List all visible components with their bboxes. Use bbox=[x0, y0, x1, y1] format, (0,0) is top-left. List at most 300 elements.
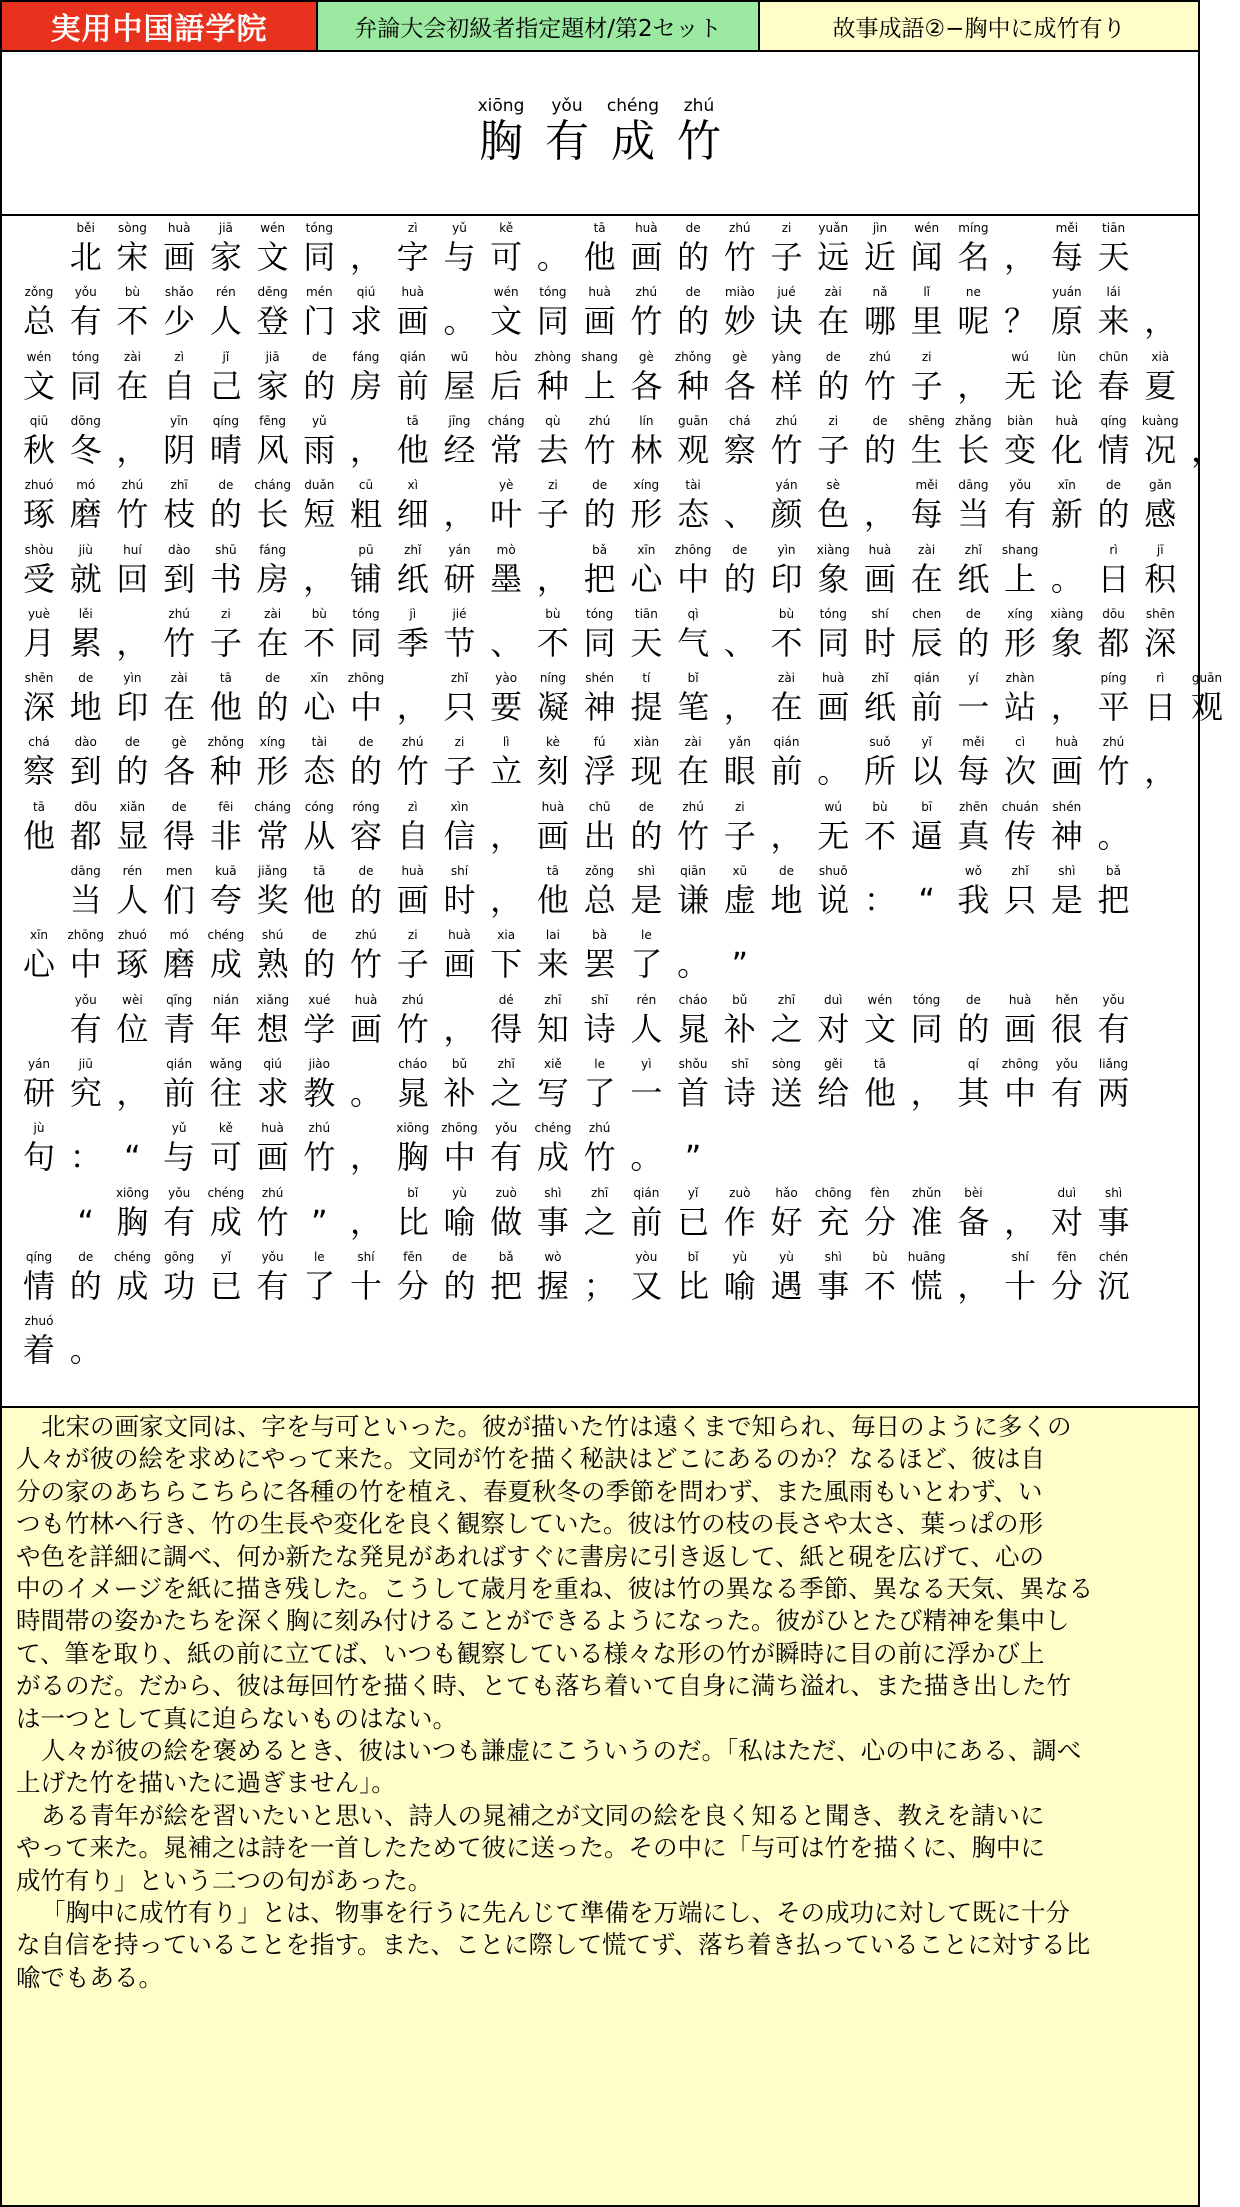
pinyin: zhuó bbox=[24, 478, 54, 493]
hanzi: 比 bbox=[677, 1266, 710, 1305]
hanzi: 已 bbox=[677, 1202, 710, 1241]
hanzi: 到 bbox=[163, 559, 196, 598]
pinyin: cóng bbox=[304, 799, 334, 814]
pinyin: huà bbox=[167, 221, 191, 235]
pinyin: yìn bbox=[777, 542, 796, 557]
title-pinyin: yǒu bbox=[551, 96, 583, 116]
pinyin: zhú bbox=[168, 606, 190, 621]
pinyin: sòng bbox=[772, 1056, 801, 1071]
hanzi: 之 bbox=[583, 1202, 616, 1241]
hanzi: 子 bbox=[910, 366, 943, 405]
hanzi: 变 bbox=[1004, 430, 1037, 469]
hanzi: 上 bbox=[1004, 559, 1037, 598]
hanzi: 次 bbox=[1004, 752, 1037, 791]
pinyin: wū bbox=[450, 349, 469, 364]
hanzi: 一 bbox=[630, 1073, 663, 1112]
hanzi: 其 bbox=[957, 1073, 990, 1112]
hanzi: 情 bbox=[22, 1266, 55, 1305]
hanzi: 铺 bbox=[350, 559, 383, 598]
pinyin: jué bbox=[777, 285, 796, 300]
pinyin: dōu bbox=[74, 799, 97, 814]
hanzi: 人 bbox=[630, 1009, 663, 1048]
hanzi: 把 bbox=[583, 559, 616, 598]
hanzi: 立 bbox=[490, 752, 523, 791]
pinyin: chá bbox=[28, 735, 50, 750]
pinyin: chéng bbox=[207, 1185, 245, 1200]
pinyin: yán bbox=[27, 1056, 51, 1071]
hanzi: 的 bbox=[863, 430, 896, 469]
hanzi: 是 bbox=[1050, 881, 1083, 919]
hanzi: 文 bbox=[256, 238, 289, 276]
pinyin: de bbox=[311, 928, 327, 943]
hanzi: 求 bbox=[256, 1073, 289, 1112]
chinese-text-with-pinyin bbox=[2, 216, 1223, 1408]
hanzi: 日 bbox=[1097, 559, 1130, 598]
hanzi: 近 bbox=[863, 238, 896, 276]
hanzi: 浮 bbox=[583, 752, 616, 791]
pinyin: bǎ bbox=[498, 1249, 514, 1264]
hanzi: 察 bbox=[723, 430, 756, 469]
title-pinyin: chéng bbox=[606, 96, 660, 116]
pinyin: zhī bbox=[170, 478, 188, 493]
pinyin: zi bbox=[734, 799, 745, 814]
japanese-line: ある青年が絵を習いたいと思い、詩人の晁補之が文同の絵を良く知ると聞き、教えを請いに bbox=[41, 1800, 1045, 1830]
hanzi: 究 bbox=[69, 1073, 102, 1112]
hanzi: 中 bbox=[350, 688, 383, 727]
pinyin: yí bbox=[968, 671, 979, 686]
hanzi: 他 bbox=[22, 816, 55, 855]
pinyin: biàn bbox=[1007, 413, 1034, 428]
pinyin: de bbox=[825, 349, 841, 364]
hanzi: 们 bbox=[163, 881, 196, 919]
hanzi: 的 bbox=[209, 495, 242, 534]
hanzi: 回 bbox=[116, 559, 149, 598]
hanzi: ， bbox=[303, 559, 336, 598]
pinyin: de bbox=[451, 1249, 467, 1264]
hanzi-cell bbox=[1091, 863, 1137, 921]
title-char bbox=[601, 96, 665, 168]
pinyin bbox=[1081, 799, 1147, 815]
hanzi: 画 bbox=[817, 688, 850, 727]
pinyin: bù bbox=[778, 606, 795, 621]
pinyin: dōng bbox=[70, 413, 101, 428]
hanzi: 事 bbox=[536, 1202, 569, 1241]
hanzi-cell bbox=[1137, 477, 1183, 535]
hanzi: 颜 bbox=[770, 495, 803, 534]
hanzi: 都 bbox=[69, 816, 102, 855]
hanzi: 家 bbox=[209, 238, 242, 276]
japanese-line: つも竹林へ行き、竹の生長や変化を良く観察していた。彼は竹の枝の長さや太さ、葉っぱの形 bbox=[16, 1509, 1044, 1539]
pinyin: bù bbox=[545, 606, 561, 621]
pinyin: wén bbox=[493, 285, 519, 300]
pinyin: yǎn bbox=[728, 735, 751, 750]
pinyin: zài bbox=[170, 671, 188, 686]
hanzi: 想 bbox=[256, 1009, 289, 1048]
hanzi: 有 bbox=[1050, 1073, 1083, 1112]
hanzi: 不 bbox=[536, 623, 569, 662]
pinyin: jiù bbox=[78, 542, 93, 557]
hanzi: 磨 bbox=[69, 495, 102, 534]
pinyin: zhǒng bbox=[207, 735, 245, 750]
hanzi: 在 bbox=[116, 366, 149, 405]
hanzi: 他 bbox=[536, 881, 569, 919]
pinyin: ne bbox=[965, 285, 981, 300]
hanzi: ， bbox=[1004, 1202, 1037, 1241]
pinyin: le bbox=[313, 1249, 325, 1264]
pinyin: men bbox=[165, 864, 193, 878]
pinyin: xì bbox=[407, 478, 418, 493]
title-hanzi: 竹 bbox=[677, 116, 721, 167]
japanese-line: 上げた竹を描いたに過ぎません」。 bbox=[16, 1768, 396, 1798]
hanzi: 文 bbox=[863, 1009, 896, 1048]
pinyin bbox=[660, 1120, 726, 1136]
pinyin: dào bbox=[74, 735, 97, 750]
hanzi: 慌 bbox=[910, 1266, 943, 1305]
pinyin: bù bbox=[124, 285, 141, 300]
hanzi: 有 bbox=[256, 1266, 289, 1305]
pinyin: huà bbox=[354, 992, 378, 1007]
hanzi: 之 bbox=[490, 1073, 523, 1112]
pinyin: zhǐ bbox=[450, 671, 469, 686]
pinyin: bà bbox=[592, 928, 608, 943]
title-section bbox=[2, 52, 1198, 216]
hanzi: 竹 bbox=[677, 816, 710, 855]
pinyin: zhōng bbox=[441, 1121, 478, 1136]
pinyin: xiàn bbox=[633, 735, 660, 750]
hanzi-cell bbox=[717, 927, 763, 985]
hanzi: 在 bbox=[163, 688, 196, 727]
hanzi: 的 bbox=[350, 752, 383, 791]
pinyin: dēng bbox=[257, 285, 288, 300]
hanzi: 每 bbox=[910, 495, 943, 534]
hanzi: 凝 bbox=[536, 688, 569, 727]
hanzi: 对 bbox=[1050, 1202, 1083, 1241]
pinyin: běi bbox=[76, 221, 95, 235]
pinyin: huà bbox=[635, 221, 658, 235]
pinyin: zhǎng bbox=[955, 413, 992, 428]
hanzi: 的 bbox=[723, 559, 756, 598]
hanzi: 态 bbox=[303, 752, 336, 791]
hanzi: 天 bbox=[630, 623, 663, 662]
pinyin: zhàn bbox=[1005, 671, 1035, 686]
hanzi: 在 bbox=[256, 623, 289, 662]
hanzi: 他 bbox=[396, 430, 429, 469]
pinyin: zài bbox=[264, 606, 282, 621]
hanzi: 少 bbox=[163, 302, 196, 341]
pinyin: lěi bbox=[78, 606, 93, 621]
pinyin: kuā bbox=[215, 864, 237, 878]
hanzi: ， bbox=[396, 688, 429, 727]
chinese-line bbox=[16, 413, 1223, 477]
hanzi: 只 bbox=[443, 688, 476, 727]
hanzi: 画 bbox=[1050, 752, 1083, 791]
pinyin: cū bbox=[358, 478, 374, 493]
hanzi: 夏 bbox=[1144, 366, 1177, 405]
pinyin: shǎo bbox=[164, 285, 194, 300]
hanzi: 他 bbox=[863, 1073, 896, 1112]
pinyin: zhēn bbox=[958, 799, 988, 814]
pinyin: wén bbox=[914, 221, 940, 235]
hanzi: 纸 bbox=[863, 688, 896, 727]
hanzi: 十 bbox=[1004, 1266, 1037, 1305]
pinyin: xíng bbox=[1007, 606, 1033, 621]
hanzi: 平 bbox=[1097, 688, 1130, 727]
pinyin: de bbox=[218, 478, 234, 493]
pinyin: shén bbox=[585, 671, 615, 686]
pinyin: tài bbox=[311, 735, 328, 750]
hanzi-cell bbox=[1091, 992, 1137, 1050]
hanzi: 神 bbox=[583, 688, 616, 727]
hanzi: 位 bbox=[116, 1009, 149, 1048]
pinyin: de bbox=[358, 735, 374, 750]
pinyin: tóng bbox=[913, 992, 941, 1007]
pinyin: jì bbox=[409, 606, 417, 621]
pinyin: cháo bbox=[678, 992, 708, 1007]
pinyin: de bbox=[685, 221, 701, 235]
pinyin: huà bbox=[401, 285, 425, 300]
hanzi: 季 bbox=[396, 623, 429, 662]
pinyin bbox=[1174, 413, 1240, 429]
hanzi: 晁 bbox=[677, 1009, 710, 1048]
hanzi: 自 bbox=[396, 816, 429, 855]
pinyin: xū bbox=[732, 864, 748, 878]
pinyin: shang bbox=[581, 349, 618, 364]
pinyin: zǒng bbox=[585, 864, 615, 878]
pinyin: qiú bbox=[356, 285, 376, 300]
hanzi: 子 bbox=[443, 752, 476, 791]
pinyin: jiā bbox=[218, 221, 233, 235]
hanzi: 又 bbox=[630, 1266, 663, 1305]
pinyin: tā bbox=[313, 864, 326, 878]
hanzi: 他 bbox=[583, 238, 616, 276]
pinyin: huà bbox=[821, 671, 845, 686]
hanzi: 把 bbox=[490, 1266, 523, 1305]
hanzi: 秋 bbox=[22, 430, 55, 469]
hanzi: 要 bbox=[490, 688, 523, 727]
hanzi-cell bbox=[63, 1313, 109, 1371]
hanzi: 罢 bbox=[583, 945, 616, 984]
pinyin: guān bbox=[677, 413, 709, 428]
hanzi: ， bbox=[116, 623, 149, 662]
hanzi: 同 bbox=[583, 623, 616, 662]
pinyin: xìn bbox=[450, 799, 469, 814]
hanzi: 哪 bbox=[863, 302, 896, 341]
hanzi: 一 bbox=[957, 688, 990, 727]
hanzi: 年 bbox=[209, 1009, 242, 1048]
pinyin: jìn bbox=[872, 221, 888, 235]
pinyin: qù bbox=[545, 413, 561, 428]
chinese-line bbox=[16, 1313, 1184, 1377]
pinyin: shì bbox=[824, 1249, 842, 1264]
hanzi: 的 bbox=[677, 238, 710, 276]
pinyin: zhú bbox=[1102, 735, 1125, 750]
pinyin: xīn bbox=[1057, 478, 1076, 493]
pinyin: yǐ bbox=[921, 735, 932, 750]
hanzi: “ bbox=[918, 881, 935, 919]
japanese-line: 中のイメージを紙に描き残した。こうして歳月を重ね、彼は竹の異なる季節、異なる天気、異なる bbox=[16, 1574, 1094, 1603]
hanzi: ， bbox=[1144, 302, 1177, 341]
pinyin: huà bbox=[588, 285, 611, 300]
hanzi: ， bbox=[957, 1266, 990, 1305]
hanzi: 我 bbox=[957, 881, 990, 919]
pinyin: tā bbox=[593, 221, 606, 235]
hanzi: 自 bbox=[163, 366, 196, 405]
hanzi: 画 bbox=[630, 238, 663, 276]
hanzi: 宋 bbox=[116, 238, 149, 276]
pinyin: yù bbox=[779, 1249, 794, 1264]
title-char bbox=[469, 96, 533, 168]
pinyin: fáng bbox=[352, 349, 380, 364]
pinyin: qiū bbox=[29, 413, 49, 428]
chinese-line bbox=[16, 670, 1223, 734]
hanzi: 可 bbox=[209, 1138, 242, 1177]
hanzi: 况 bbox=[1144, 430, 1177, 469]
pinyin: gè bbox=[638, 349, 654, 364]
hanzi: 文 bbox=[22, 366, 55, 405]
pinyin: qián bbox=[773, 735, 800, 750]
hanzi: 不 bbox=[770, 623, 803, 662]
hanzi: 名 bbox=[957, 238, 990, 276]
hanzi: 形 bbox=[630, 495, 663, 534]
hanzi: 深 bbox=[1144, 623, 1177, 662]
pinyin: zi bbox=[407, 928, 418, 943]
hanzi: 的 bbox=[116, 752, 149, 791]
title-pinyin: xiōng bbox=[477, 96, 525, 116]
pinyin: sè bbox=[826, 478, 841, 493]
pinyin: jié bbox=[452, 606, 467, 621]
pinyin: shēng bbox=[908, 413, 945, 428]
hanzi: 竹 bbox=[723, 238, 756, 276]
pinyin: fēn bbox=[403, 1249, 423, 1264]
hanzi: 的 bbox=[303, 366, 336, 405]
hanzi: 各 bbox=[630, 366, 663, 405]
pinyin: de bbox=[592, 478, 608, 493]
hanzi: 不 bbox=[863, 816, 896, 855]
hanzi: 无 bbox=[817, 816, 850, 855]
hanzi: 竹 bbox=[396, 1009, 429, 1048]
hanzi: 化 bbox=[1050, 430, 1083, 469]
pinyin: róng bbox=[352, 799, 380, 814]
pinyin: yù bbox=[732, 1249, 748, 1264]
hanzi: 信 bbox=[443, 816, 476, 855]
hanzi-cell bbox=[1137, 734, 1183, 792]
pinyin: hěn bbox=[1055, 992, 1079, 1007]
hanzi: 风 bbox=[256, 430, 289, 469]
pinyin: zài bbox=[918, 542, 936, 557]
hanzi: 呢 bbox=[957, 302, 990, 341]
hanzi: 握 bbox=[536, 1266, 569, 1305]
pinyin: zài bbox=[778, 671, 796, 686]
title-pinyin: zhú bbox=[683, 96, 715, 116]
hanzi: 画 bbox=[396, 302, 429, 341]
hanzi: 事 bbox=[1097, 1202, 1130, 1241]
pinyin: xiàng bbox=[816, 542, 850, 557]
hanzi: 往 bbox=[209, 1073, 242, 1112]
hanzi: 出 bbox=[583, 816, 616, 855]
hanzi: 下 bbox=[490, 945, 523, 984]
japanese-line: 時間帯の姿かたちを深く胸に刻み付けることができるようになった。彼がひとたび精神を集中し bbox=[16, 1606, 1070, 1636]
pinyin: yǒu bbox=[168, 1185, 191, 1200]
pinyin: huà bbox=[261, 1121, 284, 1136]
hanzi: 的 bbox=[817, 366, 850, 405]
hanzi: ” bbox=[311, 1202, 328, 1241]
hanzi: ， bbox=[910, 1073, 943, 1112]
hanzi: 。 bbox=[677, 945, 710, 984]
hanzi: 心 bbox=[630, 559, 663, 598]
pinyin: bǐ bbox=[407, 1185, 419, 1200]
pinyin: huà bbox=[1055, 735, 1079, 750]
hanzi: 察 bbox=[22, 752, 55, 791]
pinyin: zhú bbox=[775, 413, 798, 428]
hanzi: 研 bbox=[443, 559, 476, 598]
hanzi: 种 bbox=[677, 366, 710, 405]
pinyin: tiān bbox=[634, 606, 658, 621]
pinyin: shì bbox=[1104, 1185, 1123, 1200]
pinyin: zi bbox=[781, 221, 792, 235]
hanzi: 的 bbox=[957, 623, 990, 662]
hanzi: 晁 bbox=[396, 1073, 429, 1112]
hanzi: 教 bbox=[303, 1073, 336, 1112]
hanzi: ， bbox=[443, 495, 476, 534]
pinyin: tóng bbox=[72, 349, 100, 364]
pinyin: shì bbox=[544, 1185, 562, 1200]
pinyin bbox=[1127, 734, 1193, 750]
hanzi: 当 bbox=[957, 495, 990, 534]
japanese-line: 人々が彼の絵を求めにやって来た。文同が竹を描く秘訣はどこにあるのか？なるほど、彼は自 bbox=[16, 1444, 1045, 1474]
hanzi: 的 bbox=[350, 881, 383, 919]
hanzi: 画 bbox=[863, 559, 896, 598]
pinyin: qián bbox=[399, 349, 426, 364]
pinyin: kè bbox=[545, 735, 560, 750]
hanzi: 妙 bbox=[723, 302, 756, 341]
pinyin: huà bbox=[448, 928, 471, 943]
pinyin: yǔ bbox=[311, 413, 327, 428]
pinyin: de bbox=[779, 864, 795, 878]
pinyin: yù bbox=[452, 1185, 467, 1200]
pinyin: wǎng bbox=[209, 1056, 243, 1071]
hanzi: 竹 bbox=[770, 430, 803, 469]
chinese-line bbox=[16, 220, 1184, 284]
pinyin: tā bbox=[32, 799, 46, 814]
hanzi: 有 bbox=[163, 1202, 196, 1241]
pinyin: yè bbox=[498, 478, 514, 493]
hanzi: 竹 bbox=[583, 1138, 616, 1177]
hanzi: 准 bbox=[910, 1202, 943, 1241]
hanzi: 叶 bbox=[490, 495, 523, 534]
pinyin: yǒu bbox=[1009, 478, 1032, 493]
hanzi: 子 bbox=[770, 238, 803, 276]
hanzi: 不 bbox=[863, 1266, 896, 1305]
hanzi: 分 bbox=[863, 1202, 896, 1241]
pinyin: yuǎn bbox=[818, 221, 849, 235]
pinyin: zhuó bbox=[118, 928, 147, 943]
hanzi: 有 bbox=[69, 302, 102, 341]
pinyin: chéng bbox=[207, 928, 245, 943]
pinyin: rén bbox=[122, 864, 143, 878]
hanzi: 喻 bbox=[443, 1202, 476, 1241]
hanzi: 送 bbox=[770, 1073, 803, 1112]
hanzi: 对 bbox=[817, 1009, 850, 1048]
pinyin: tiān bbox=[1102, 221, 1126, 235]
hanzi: 家 bbox=[256, 366, 289, 405]
pinyin: zhōng bbox=[674, 542, 712, 557]
title-hanzi: 胸 bbox=[479, 116, 523, 167]
pinyin: xiǎng bbox=[256, 992, 290, 1007]
hanzi: 书 bbox=[209, 559, 242, 598]
pinyin: chéng bbox=[534, 1121, 572, 1136]
pinyin: chū bbox=[588, 799, 611, 814]
hanzi: 诀 bbox=[770, 302, 803, 341]
